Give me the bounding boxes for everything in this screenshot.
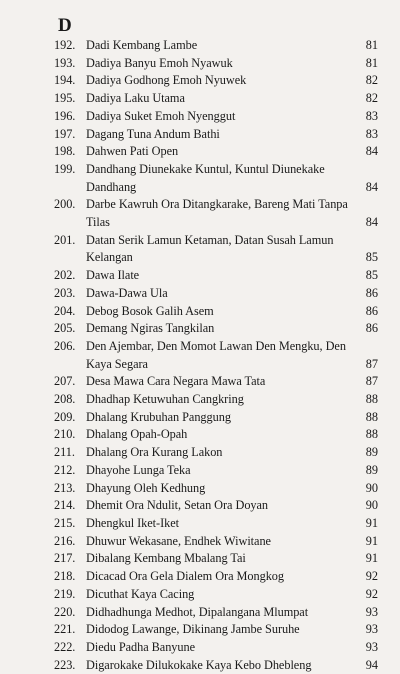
entry-number: 221. <box>54 622 76 637</box>
entry-number: 206. <box>54 338 76 353</box>
entry-title-block <box>82 426 352 444</box>
entry-title-block <box>82 320 352 338</box>
entry-page-number: 89 <box>365 462 378 477</box>
entry-number: 203. <box>54 285 76 300</box>
entry-number: 220. <box>54 604 76 619</box>
entry-title-block <box>82 126 352 144</box>
entry-page-number: 91 <box>365 551 378 566</box>
entry-title-block <box>82 232 352 267</box>
entry-title-block <box>82 373 352 391</box>
entry-title: Dhalang Opah-Opah <box>86 427 188 442</box>
entry-number: 207. <box>54 374 76 389</box>
entry-number: 202. <box>54 268 76 283</box>
entry-title-continuation: Kaya Segara <box>86 356 148 371</box>
entry-title: Didhadhunga Medhot, Dipalangana Mlumpat <box>86 604 309 619</box>
entry-page-number: 82 <box>365 91 378 106</box>
index-entry <box>54 409 378 427</box>
entry-title-block <box>82 462 352 480</box>
entry-title: Dahwen Pati Open <box>86 144 179 159</box>
entry-number: 218. <box>54 569 76 584</box>
entry-title: Dadiya Suket Emoh Nyenggut <box>86 108 236 123</box>
entry-page-number: 86 <box>365 303 378 318</box>
entry-title: Datan Serik Lamun Ketaman, Datan Susah Lamun <box>86 232 334 247</box>
entry-title-block <box>82 196 352 231</box>
index-entry <box>54 373 378 391</box>
entry-title-block <box>82 143 352 161</box>
entry-number: 213. <box>54 480 76 495</box>
index-entry <box>54 126 378 144</box>
entry-title: Darbe Kawruh Ora Ditangkarake, Bareng Mati Tanpa <box>86 197 348 212</box>
entry-page-number: 88 <box>365 392 378 407</box>
index-entry <box>54 568 378 586</box>
entry-title: Dandhang Diunekake Kuntul, Kuntul Diunekake <box>86 161 325 176</box>
entry-page-number: 85 <box>365 250 378 265</box>
entry-title-block <box>82 37 352 55</box>
entry-number: 212. <box>54 462 76 477</box>
entry-title-block <box>82 338 352 373</box>
entry-number: 209. <box>54 409 76 424</box>
entry-page-number: 86 <box>365 285 378 300</box>
entry-number: 196. <box>54 108 76 123</box>
entry-number: 200. <box>54 197 76 212</box>
entry-page-number: 88 <box>365 409 378 424</box>
entry-page-number: 83 <box>365 108 378 123</box>
index-entry <box>54 550 378 568</box>
entry-page-number: 82 <box>365 73 378 88</box>
entry-title-block <box>82 303 352 321</box>
index-entry <box>54 586 378 604</box>
entry-number: 214. <box>54 498 76 513</box>
index-entry <box>54 72 378 90</box>
entry-title-block <box>82 409 352 427</box>
entry-title: Dadiya Banyu Emoh Nyawuk <box>86 55 233 70</box>
entry-number: 199. <box>54 161 76 176</box>
entry-title-continuation: Dandhang <box>86 179 137 194</box>
entry-page-number: 93 <box>365 622 378 637</box>
index-entry <box>54 515 378 533</box>
entry-title-block <box>82 444 352 462</box>
index-entry <box>54 657 378 674</box>
index-entry <box>54 232 378 267</box>
entry-page-number: 92 <box>365 586 378 601</box>
index-entry <box>54 143 378 161</box>
entry-list <box>54 37 378 674</box>
entry-page-number: 86 <box>365 321 378 336</box>
entry-title: Dicacad Ora Gela Dialem Ora Mongkog <box>86 569 284 584</box>
entry-page-number: 90 <box>365 480 378 495</box>
entry-title: Didodog Lawange, Dikinang Jambe Suruhe <box>86 622 300 637</box>
entry-title-block <box>82 72 352 90</box>
entry-page-number: 87 <box>365 356 378 371</box>
index-entry <box>54 37 378 55</box>
entry-title: Demang Ngiras Tangkilan <box>86 321 215 336</box>
entry-title-block <box>82 533 352 551</box>
entry-number: 204. <box>54 303 76 318</box>
entry-title-block <box>82 550 352 568</box>
entry-title-block <box>82 568 352 586</box>
index-entry <box>54 444 378 462</box>
entry-number: 211. <box>54 445 75 460</box>
entry-title: Dhalang Krubuhan Panggung <box>86 409 231 424</box>
entry-title-block <box>82 621 352 639</box>
entry-title-continuation: Tilas <box>86 215 110 230</box>
entry-title-block <box>82 161 352 196</box>
entry-title: Dhuwur Wekasane, Endhek Wiwitane <box>86 533 271 548</box>
index-entry <box>54 604 378 622</box>
entry-title: Diedu Padha Banyune <box>86 639 196 654</box>
entry-title: Den Ajembar, Den Momot Lawan Den Mengku, Den <box>86 338 346 353</box>
index-entry <box>54 267 378 285</box>
entry-number: 217. <box>54 551 76 566</box>
entry-page-number: 93 <box>365 604 378 619</box>
entry-title-block <box>82 55 352 73</box>
entry-title: Dibalang Kembang Mbalang Tai <box>86 551 246 566</box>
entry-title-block <box>82 586 352 604</box>
entry-page-number: 84 <box>365 144 378 159</box>
entry-title-block <box>82 657 352 674</box>
entry-title: Dawa-Dawa Ula <box>86 285 168 300</box>
entry-page-number: 84 <box>365 179 378 194</box>
entry-page-number: 91 <box>365 515 378 530</box>
entry-title: Dhayung Oleh Kedhung <box>86 480 206 495</box>
entry-title: Dawa Ilate <box>86 268 140 283</box>
index-entry <box>54 303 378 321</box>
entry-title-block <box>82 90 352 108</box>
entry-title-block <box>82 639 352 657</box>
entry-number: 205. <box>54 321 76 336</box>
index-entry <box>54 426 378 444</box>
entry-title: Dhayohe Lunga Teka <box>86 462 191 477</box>
entry-title: Dhadhap Ketuwuhan Cangkring <box>86 392 244 407</box>
entry-number: 201. <box>54 232 76 247</box>
entry-number: 192. <box>54 38 76 52</box>
entry-page-number: 92 <box>365 569 378 584</box>
index-entry <box>54 90 378 108</box>
entry-number: 194. <box>54 73 76 88</box>
entry-title: Dhemit Ora Ndulit, Setan Ora Doyan <box>86 498 269 513</box>
index-entry <box>54 391 378 409</box>
index-entry <box>54 338 378 373</box>
entry-number: 195. <box>54 91 76 106</box>
entry-page-number: 88 <box>365 427 378 442</box>
entry-page-number: 91 <box>365 533 378 548</box>
entry-number: 198. <box>54 144 76 159</box>
index-entry <box>54 639 378 657</box>
entry-page-number: 90 <box>365 498 378 513</box>
index-entry <box>54 533 378 551</box>
entry-title-block <box>82 604 352 622</box>
entry-number: 193. <box>54 55 76 70</box>
entry-title-block <box>82 480 352 498</box>
entry-number: 219. <box>54 586 76 601</box>
entry-page-number: 84 <box>365 215 378 230</box>
entry-title-block <box>82 391 352 409</box>
index-entry <box>54 480 378 498</box>
entry-number: 216. <box>54 533 76 548</box>
entry-number: 197. <box>54 126 76 141</box>
entry-title: Dadiya Godhong Emoh Nyuwek <box>86 73 247 88</box>
entry-page-number: 89 <box>365 445 378 460</box>
entry-number: 222. <box>54 639 76 654</box>
index-entry <box>54 161 378 196</box>
entry-title: Dagang Tuna Andum Bathi <box>86 126 220 141</box>
entry-page-number: 81 <box>365 38 378 52</box>
index-entry <box>54 497 378 515</box>
entry-page-number: 93 <box>365 639 378 654</box>
entry-page-number: 87 <box>365 374 378 389</box>
index-entry <box>54 55 378 73</box>
entry-title-block <box>82 108 352 126</box>
entry-title: Dadi Kembang Lambe <box>86 38 198 52</box>
entry-title-block <box>82 285 352 303</box>
index-entry <box>54 621 378 639</box>
entry-number: 208. <box>54 392 76 407</box>
entry-number: 223. <box>54 657 76 672</box>
entry-number: 210. <box>54 427 76 442</box>
section-letter: D <box>58 15 72 36</box>
entry-title-block <box>82 267 352 285</box>
entry-title: Dicuthat Kaya Cacing <box>86 586 195 601</box>
entry-title: Dadiya Laku Utama <box>86 91 185 106</box>
entry-number: 215. <box>54 515 76 530</box>
index-entry <box>54 196 378 231</box>
entry-title: Desa Mawa Cara Negara Mawa Tata <box>86 374 266 389</box>
index-entry <box>54 108 378 126</box>
entry-page-number: 81 <box>365 55 378 70</box>
entry-page-number: 94 <box>365 657 378 672</box>
entry-title-continuation: Kelangan <box>86 250 133 265</box>
entry-title-block <box>82 515 352 533</box>
index-entry <box>54 285 378 303</box>
entry-title: Dhalang Ora Kurang Lakon <box>86 445 223 460</box>
index-entry <box>54 462 378 480</box>
entry-title: Debog Bosok Galih Asem <box>86 303 214 318</box>
entry-title-block <box>82 497 352 515</box>
index-entry <box>54 320 378 338</box>
entry-page-number: 83 <box>365 126 378 141</box>
entry-page-number: 85 <box>365 268 378 283</box>
entry-title: Dhengkul Iket-Iket <box>86 515 180 530</box>
entry-title: Digarokake Dilukokake Kaya Kebo Dhebleng <box>86 657 312 672</box>
